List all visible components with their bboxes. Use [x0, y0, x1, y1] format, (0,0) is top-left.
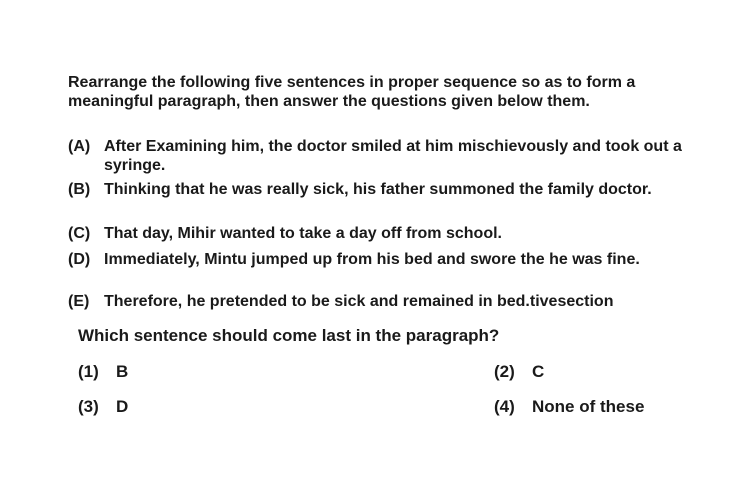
question-text: Which sentence should come last in the paragraph? [78, 326, 500, 345]
option-number: (3) [78, 397, 99, 416]
sentence-label: (E) [68, 293, 90, 310]
option-text: C [532, 362, 545, 381]
sentence-text: After Examining him, the doctor smiled at him mischievously and took out a syringe. [104, 138, 682, 174]
option-number: (1) [78, 362, 99, 381]
option-text: D [116, 397, 129, 416]
answer-option-1[interactable] [78, 362, 128, 382]
option-text: B [116, 362, 129, 381]
sentence-text: Immediately, Mintu jumped up from his bed and swore the he was fine. [104, 251, 640, 268]
option-number: (2) [494, 362, 515, 381]
sentence-text: Thinking that he was really sick, his father summoned the family doctor. [104, 181, 652, 198]
sentence-e [68, 292, 708, 311]
answer-option-3[interactable] [78, 397, 128, 417]
sentence-a [68, 137, 708, 175]
option-text: None of these [532, 397, 645, 416]
option-number: (4) [494, 397, 515, 416]
sentence-text: That day, Mihir wanted to take a day off from school. [104, 225, 502, 242]
sentence-text: Therefore, he pretended to be sick and remained in bed.tivesection [104, 293, 614, 310]
sentence-c [68, 224, 708, 243]
answer-option-2[interactable] [494, 362, 544, 382]
sentence-label: (B) [68, 181, 91, 198]
sentence-b [68, 180, 708, 199]
sentence-label: (C) [68, 225, 91, 242]
sentence-label: (A) [68, 138, 91, 155]
sentence-d [68, 250, 708, 269]
sentence-label: (D) [68, 251, 91, 268]
answer-option-4[interactable] [494, 397, 644, 417]
instruction-text: Rearrange the following five sentences in proper sequence so as to form a meaningful paragraph, then answer the questions given below them. [68, 74, 636, 110]
